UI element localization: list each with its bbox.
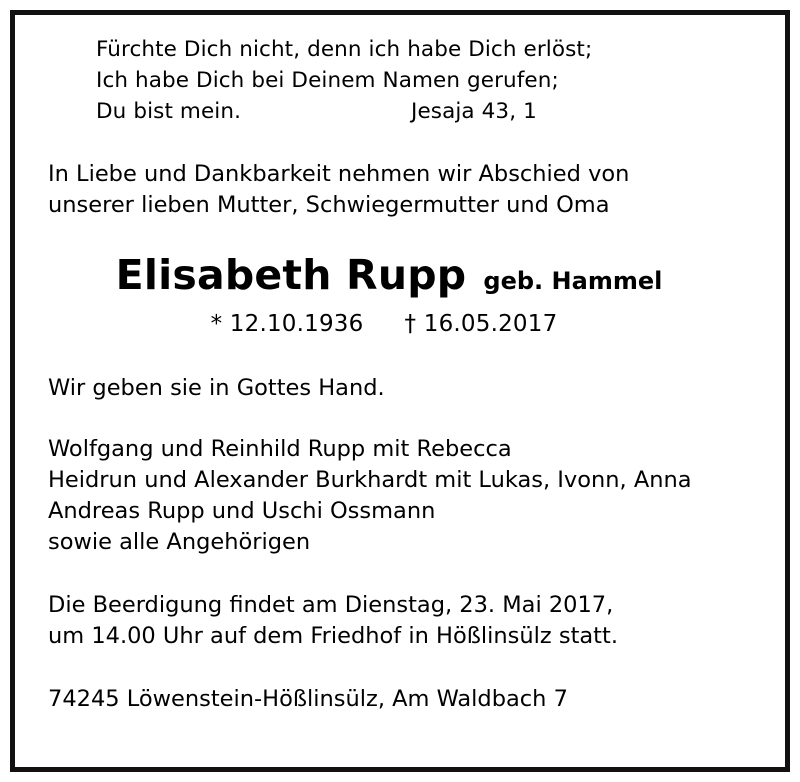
verse-line-3-text: Du bist mein.	[96, 99, 242, 124]
funeral-details	[48, 590, 760, 652]
life-dates	[48, 311, 760, 337]
verse-reference: Jesaja 43, 1	[411, 99, 537, 124]
verse-line-2: Ich habe Dich bei Deinem Namen gerufen;	[96, 68, 559, 93]
family-list	[48, 434, 760, 558]
birth-date: 12.10.1936	[229, 311, 364, 337]
address-line: 74245 Löwenstein-Hößlinsülz, Am Waldbach 7	[48, 686, 568, 712]
intro-line-1: In Liebe und Dankbarkeit nehmen wir Abschied von	[48, 161, 630, 187]
commendation-text: Wir geben sie in Gottes Hand.	[48, 375, 385, 401]
death-date: 16.05.2017	[423, 311, 558, 337]
deceased-maiden-name: geb. Hammel	[483, 267, 663, 295]
birth-symbol: *	[210, 311, 223, 337]
family-line-1: Wolfgang und Reinhild Rupp mit Rebecca	[48, 436, 512, 462]
deceased-name-block	[48, 251, 760, 299]
intro-text	[48, 159, 760, 221]
death-symbol: †	[404, 311, 417, 337]
deceased-name: Elisabeth Rupp	[115, 251, 467, 299]
verse-line-3	[96, 96, 760, 127]
family-line-3: Andreas Rupp und Uschi Ossmann	[48, 498, 436, 524]
intro-line-2: unserer lieben Mutter, Schwiegermutter und Oma	[48, 192, 610, 218]
card-content	[48, 34, 760, 754]
funeral-line-1: Die Beerdigung findet am Dienstag, 23. Mai 2017,	[48, 592, 614, 618]
family-line-2: Heidrun und Alexander Burkhardt mit Lukas, Ivonn, Anna	[48, 467, 692, 493]
family-line-4: sowie alle Angehörigen	[48, 529, 311, 555]
verse-line-1: Fürchte Dich nicht, denn ich habe Dich erlöst;	[96, 37, 593, 62]
funeral-line-2: um 14.00 Uhr auf dem Friedhof in Hößlinsülz statt.	[48, 623, 618, 649]
bible-verse	[96, 34, 760, 127]
